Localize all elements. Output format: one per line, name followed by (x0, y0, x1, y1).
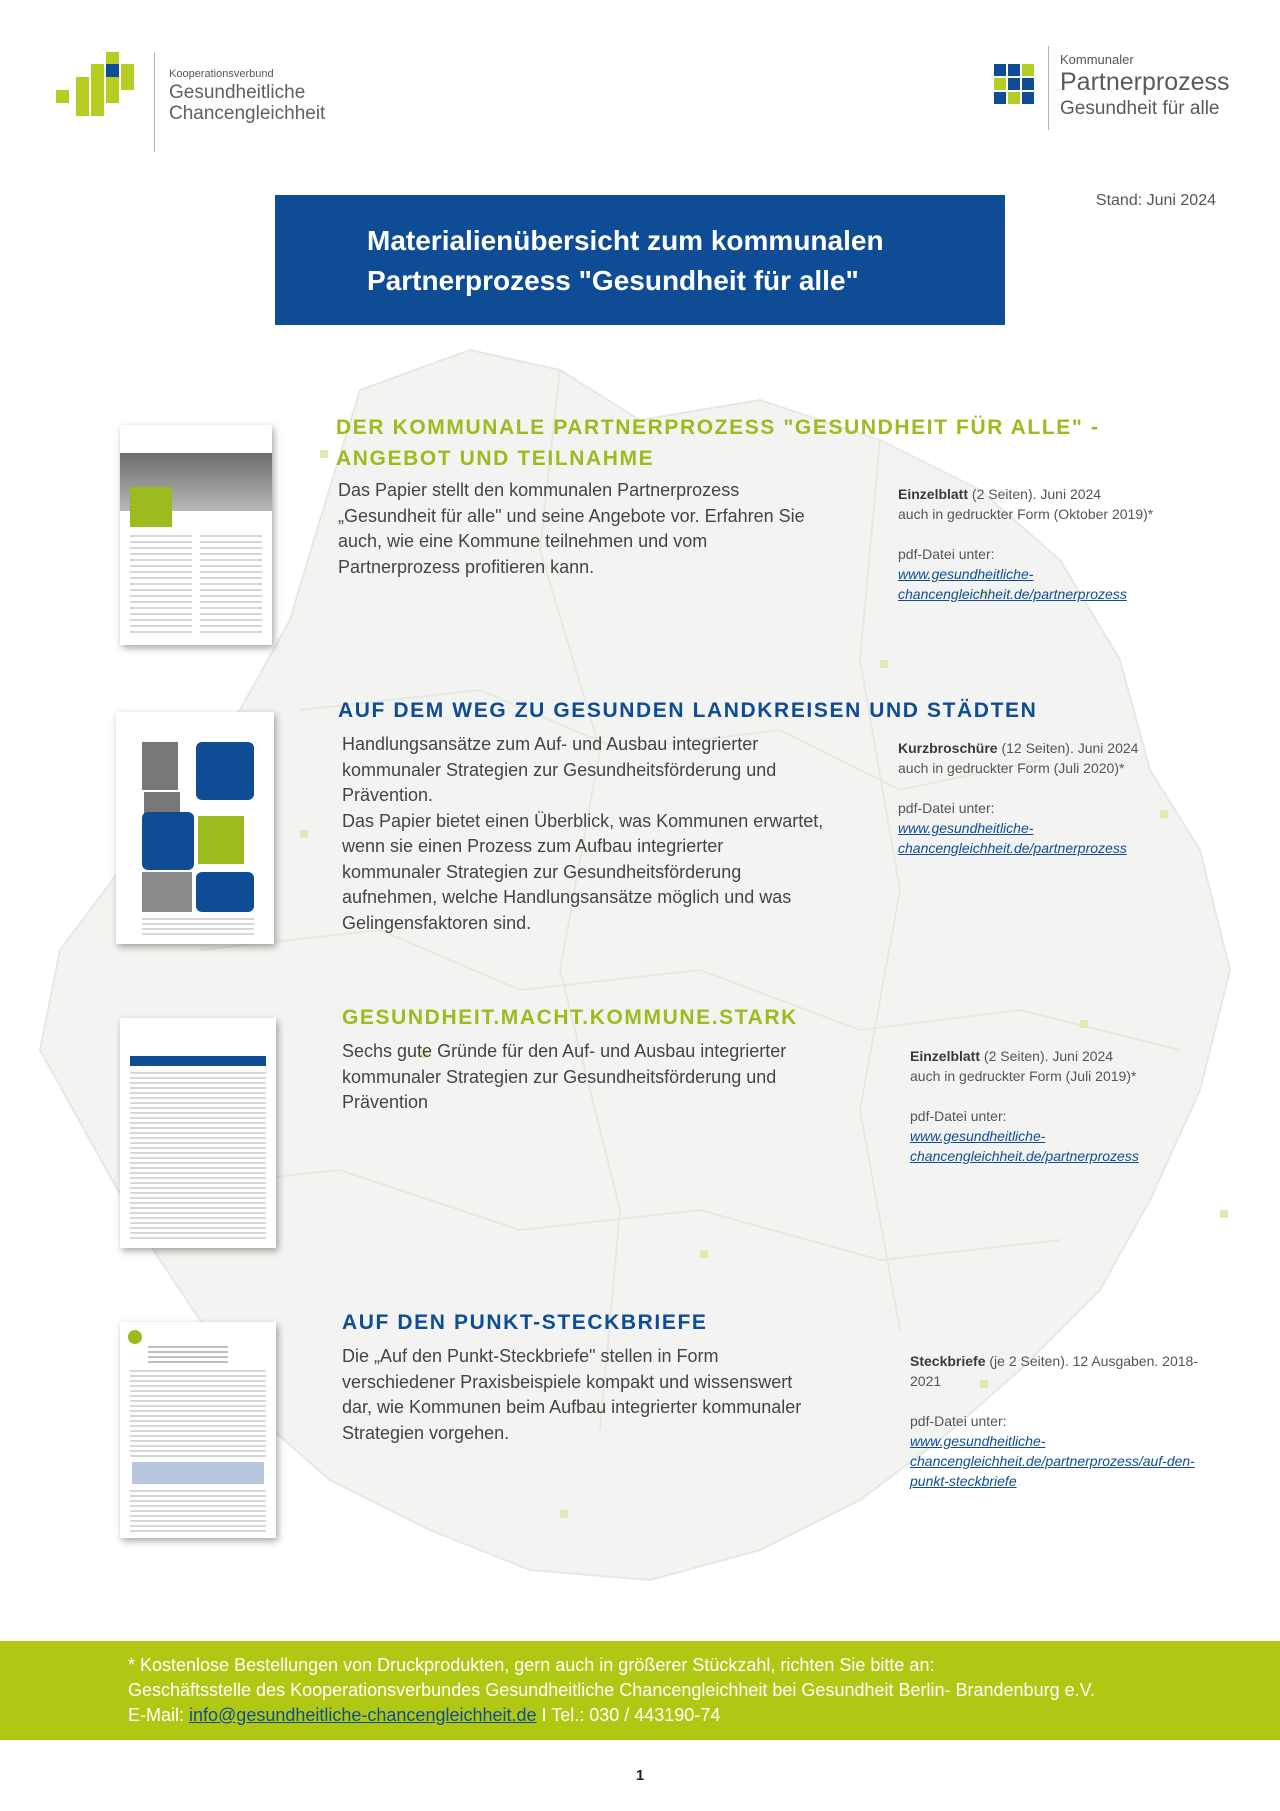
logo-kooperationsverbund (56, 52, 326, 148)
footer-line1: * Kostenlose Bestellungen von Druckprodukten, gern auch in größerer Stückzahl, richten Sie bitte an: (128, 1655, 935, 1675)
section-1-title: DER KOMMUNALE PARTNERPROZESS "GESUNDHEIT FÜR ALLE" - ANGEBOT UND TEILNAHME (336, 416, 1100, 470)
thumb-text-lines (142, 918, 254, 936)
thumb-header-bar (130, 1056, 266, 1066)
page-title (275, 195, 1005, 325)
thumb-highlight-bar (132, 1462, 264, 1484)
thumbnail-gesundheit-macht-kommune-stark[interactable] (120, 1018, 276, 1248)
page-title-line2: Partnerprozess "Gesundheit für alle" (367, 265, 859, 296)
logo-squares-icon (56, 52, 146, 122)
thumb-text-lines (200, 535, 262, 635)
section-4-meta: Steckbriefe (je 2 Seiten). 12 Ausgaben. 2018- 2021 pdf-Datei unter: www.gesundheitliche- chancengleichheit.de/partnerprozess/auf-den- punkt-steckbriefe (910, 1351, 1230, 1491)
section-1-description: Das Papier stellt den kommunalen Partnerprozess „Gesundheit für alle" und seine Angebote vor. Erfahren Sie auch, wie eine Kommune teilnehmen und vom Partnerprozess profitieren kann. (338, 480, 805, 577)
footer-contact: E-Mail: info@gesundheitliche-chancengleichheit.de I Tel.: 030 / 443190-74 (128, 1705, 721, 1725)
thumbnail-partnerprozess-angebot[interactable] (120, 425, 272, 645)
footer-line2: Geschäftsstelle des Kooperationsverbundes Gesundheitliche Chancengleichheit bei Gesundheit Berlin- Brandenburg e.V. (128, 1680, 1095, 1700)
section-3-pdf-link[interactable]: www.gesundheitliche- chancengleichheit.de/partnerprozess (910, 1128, 1139, 1164)
thumbnail-auf-den-punkt[interactable] (120, 1322, 276, 1538)
logo-right-line1: Kommunaler (1060, 52, 1134, 67)
section-2-meta: Kurzbroschüre (12 Seiten). Juni 2024 auch in gedruckter Form (Juli 2020)* pdf-Datei unter: www.gesundheitliche- chancengleichheit.de/partnerprozess (898, 738, 1228, 858)
section-3-meta: Einzelblatt (2 Seiten). Juni 2024 auch in gedruckter Form (Juli 2019)* pdf-Datei unter: www.gesundheitliche- chancengleichheit.de/partnerprozess (910, 1046, 1240, 1166)
thumb-text-lines (130, 1072, 266, 1242)
thumb-blue-block (196, 872, 254, 912)
logo-grid-icon (994, 64, 1036, 106)
section-1-pdf-link[interactable]: www.gesundheitliche- chancengleichheit.de/partnerprozess (898, 566, 1127, 602)
thumb-photo (142, 872, 192, 912)
thumb-text-lines (130, 1370, 266, 1458)
footer-email-link[interactable]: info@gesundheitliche-chancengleichheit.de (189, 1705, 537, 1725)
section-3-description: Sechs gute Gründe für den Auf- und Ausbau integrierter kommunaler Strategien zur Gesundheitsförderung und Prävention (342, 1041, 787, 1112)
thumb-text-lines (130, 1490, 266, 1534)
thumbnail-gesunde-landkreise[interactable] (116, 712, 274, 944)
section-2-pdf-link[interactable]: www.gesundheitliche- chancengleichheit.de/partnerprozess (898, 820, 1127, 856)
thumb-blue-block (142, 812, 194, 870)
thumb-photo (142, 742, 178, 790)
thumb-text-lines (130, 535, 192, 635)
section-4-title: AUF DEN PUNKT-STECKBRIEFE (342, 1311, 708, 1334)
page-title-line1: Materialienübersicht zum kommunalen (367, 225, 884, 256)
section-3-title: GESUNDHEIT.MACHT.KOMMUNE.STARK (342, 1006, 798, 1029)
thumb-green-block (198, 816, 244, 864)
thumb-text-lines (148, 1346, 228, 1364)
logo-right-line2: Partnerprozess (1060, 68, 1230, 96)
logo-divider (1048, 46, 1049, 130)
thumb-green-block (130, 487, 172, 527)
stand-date: Stand: Juni 2024 (1095, 192, 1216, 209)
footer-order-info (0, 1641, 1280, 1740)
page-number: 1 (635, 1767, 645, 1784)
section-4-pdf-link[interactable]: www.gesundheitliche- chancengleichheit.de/partnerprozess/auf-den- punkt-steckbriefe (910, 1433, 1195, 1489)
logo-right-line3: Gesundheit für alle (1060, 98, 1220, 119)
section-1-meta: Einzelblatt (2 Seiten). Juni 2024 auch in gedruckter Form (Oktober 2019)* pdf-Datei unter: www.gesundheitliche- chancengleichheit.de/partnerprozess (898, 484, 1228, 604)
logo-divider (154, 52, 155, 152)
thumb-blue-block (196, 742, 254, 800)
logo-left-line2: Gesundheitliche Chancengleichheit (169, 82, 326, 124)
section-2-title: AUF DEM WEG ZU GESUNDEN LANDKREISEN UND STÄDTEN (338, 699, 1038, 722)
thumb-logo-icon (128, 1330, 142, 1344)
logo-partnerprozess (990, 46, 1240, 130)
section-4-description: Die „Auf den Punkt-Steckbriefe" stellen in Form verschiedener Praxisbeispiele kompakt und wissenswert dar, wie Kommunen beim Aufbau integrierter kommunaler Strategien vorgehen. (342, 1346, 802, 1443)
section-2-description: Handlungsansätze zum Auf- und Ausbau integrierter kommunaler Strategien zur Gesundheitsförderung und Prävention. Das Papier bietet einen Überblick, was Kommunen erwartet, wenn sie einen Prozess zum Aufbau integrierter kommunaler Strategien zur Gesundheitsförderung aufnehmen, welche Handlungsansätze möglich und was Gelingensfaktoren sind. (342, 734, 824, 933)
logo-left-line1: Kooperationsverbund (169, 68, 274, 80)
